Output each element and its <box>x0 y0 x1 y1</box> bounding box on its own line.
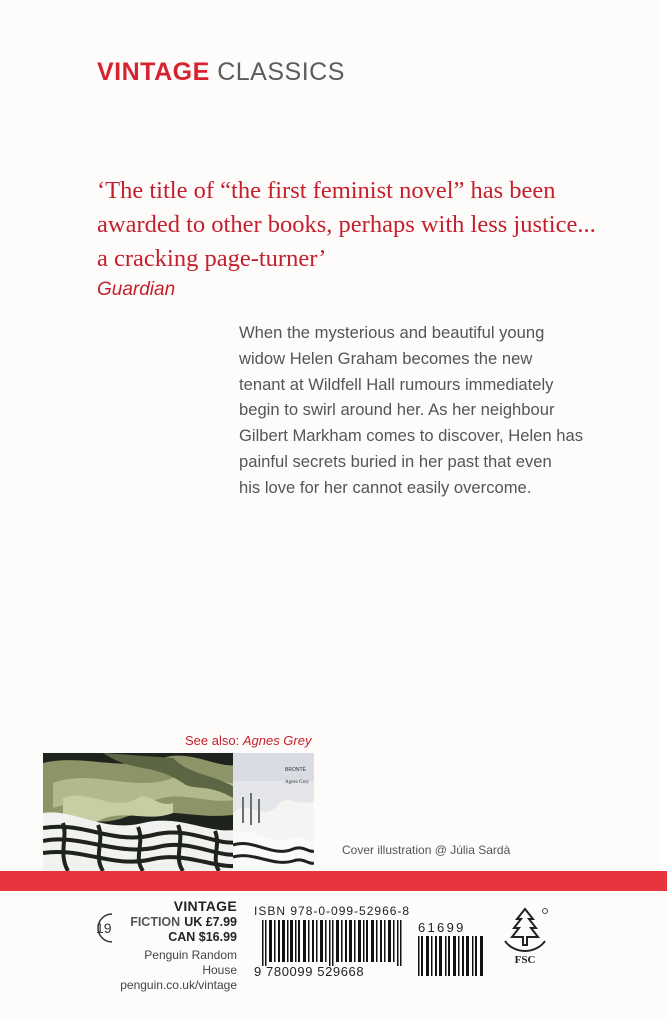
isbn-barcode <box>262 920 402 966</box>
blurb-line: Gilbert Markham comes to discover, Helen has <box>239 426 583 446</box>
related-book-art <box>233 753 314 871</box>
related-book-title: Agnes Grey <box>285 780 310 785</box>
book-blurb <box>239 320 599 501</box>
category-label: FICTION <box>130 915 181 929</box>
publisher-website: penguin.co.uk/vintage <box>120 978 237 992</box>
isbn-label: ISBN 978-0-099-52966-8 <box>254 904 411 918</box>
blurb-line: When the mysterious and beautiful young <box>239 323 545 342</box>
red-band <box>0 871 667 891</box>
quote-line: awarded to other books, perhaps with less justice... <box>97 211 596 238</box>
isbn-digits: 9 780099 529668 <box>254 964 365 979</box>
addon-barcode <box>418 936 485 976</box>
addon-digits: 61699 <box>418 920 466 935</box>
blurb-line: begin to swirl around her. As her neighbour <box>239 400 555 420</box>
cover-edge <box>661 0 667 880</box>
imprint-logo <box>97 58 345 87</box>
footer-publisher-mark: VINTAGE <box>173 898 237 914</box>
related-book-thumbnail <box>233 753 314 871</box>
blurb-line: his love for her cannot easily overcome. <box>239 477 532 497</box>
quote-line: a cracking page-turner’ <box>97 245 327 272</box>
review-quote <box>97 174 617 276</box>
see-also-title: Agnes Grey <box>242 733 312 748</box>
price-uk: UK £7.99 <box>184 915 237 929</box>
see-also <box>185 733 311 748</box>
related-book-author: BRONTË <box>285 767 306 773</box>
category-price-uk <box>112 915 237 929</box>
fsc-label: FSC <box>514 954 536 965</box>
blurb-line: painful secrets buried in her past that even <box>239 451 552 471</box>
quote-source: Guardian <box>97 279 176 300</box>
price-can: CAN $16.99 <box>168 930 237 944</box>
publisher-info <box>112 948 237 993</box>
fsc-logo <box>501 905 549 965</box>
see-also-label: See also: <box>185 733 243 748</box>
era-number: 19 <box>96 920 112 936</box>
publisher-name: Penguin Random House <box>144 948 237 977</box>
illustration-credit: Cover illustration @ Júlia Sardà <box>342 843 511 857</box>
price-block <box>112 898 237 993</box>
brand-secondary: CLASSICS <box>217 58 345 86</box>
quote-line: ‘The title of “the first feminist novel” has been <box>97 177 556 204</box>
blurb-line: widow Helen Graham becomes the new <box>239 348 533 368</box>
blurb-line: tenant at Wildfell Hall rumours immediately <box>239 374 554 394</box>
brand-primary: VINTAGE <box>97 58 210 86</box>
